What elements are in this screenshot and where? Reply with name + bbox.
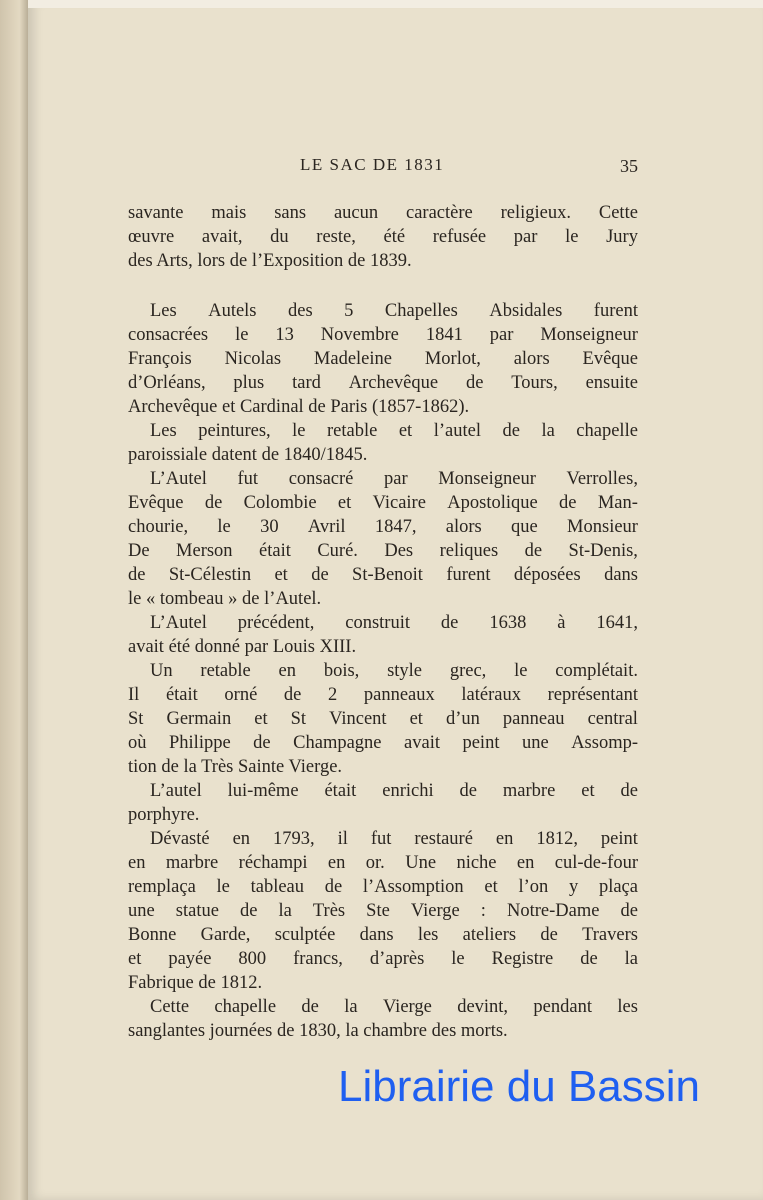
word: chapelle: [214, 997, 277, 1017]
word: par: [513, 227, 538, 247]
text-line: [128, 469, 638, 490]
text-line: [128, 421, 638, 442]
text-line: [128, 709, 638, 730]
word: central: [587, 709, 638, 729]
word: de: [580, 949, 598, 969]
word: plaça: [598, 877, 638, 897]
word: marbre: [502, 781, 556, 801]
word: Madeleine: [313, 349, 392, 369]
text-line: Archevêque et Cardinal de Paris (1857-1862).: [128, 397, 470, 417]
word: peint: [600, 829, 638, 849]
word: or.: [365, 853, 385, 873]
word: et: [274, 565, 288, 585]
text-line: [128, 781, 638, 802]
word: Garde,: [200, 925, 251, 945]
text-line: [128, 661, 638, 682]
word: plus: [233, 373, 265, 393]
text-line: [128, 373, 638, 394]
word: en: [232, 829, 251, 849]
word: Cette: [150, 997, 190, 1017]
word: restauré: [414, 829, 473, 849]
word: et: [581, 781, 595, 801]
word: panneaux: [363, 685, 435, 705]
word: dans: [604, 565, 638, 585]
word: alors: [445, 517, 482, 537]
word: 1793,: [273, 829, 315, 849]
word: L’autel: [150, 781, 202, 801]
word: Morlot,: [424, 349, 481, 369]
word: du: [270, 227, 289, 247]
word: œuvre: [128, 227, 175, 247]
text-line: [128, 925, 638, 946]
word: de: [128, 565, 146, 585]
text-line: [128, 203, 638, 224]
word: francs,: [293, 949, 343, 969]
word: en: [516, 853, 535, 873]
word: 1847,: [374, 517, 417, 537]
text-line: [128, 493, 638, 514]
word: construit: [345, 613, 410, 633]
word: le: [514, 661, 528, 681]
text-line: [128, 733, 638, 754]
word: enrichi: [382, 781, 434, 801]
text-line: avait été donné par Louis XIII.: [128, 637, 357, 657]
word: Travers: [582, 925, 638, 945]
word: St-Benoit: [352, 565, 423, 585]
word: en: [327, 853, 346, 873]
word: devint,: [457, 997, 509, 1017]
word: 5: [344, 301, 354, 321]
word: de: [540, 925, 558, 945]
word: il: [337, 829, 348, 849]
text-line: le « tombeau » de l’Autel.: [128, 589, 322, 609]
text-line: tion de la Très Sainte Vierge.: [128, 757, 343, 777]
text-line: [128, 227, 638, 248]
text-line: [128, 685, 638, 706]
word: savante: [128, 203, 184, 223]
word: d’Orléans,: [128, 373, 206, 393]
word: Nicolas: [224, 349, 282, 369]
word: de: [204, 493, 223, 513]
word: dans: [359, 925, 394, 945]
word: ateliers: [462, 925, 517, 945]
text-line: Fabrique de 1812.: [128, 973, 263, 993]
word: le: [217, 517, 231, 537]
word: St: [290, 709, 307, 729]
word: réchampi: [238, 853, 308, 873]
word: St: [128, 709, 144, 729]
word: consacré: [288, 469, 354, 489]
word: caractère: [406, 203, 473, 223]
word: Une: [405, 853, 437, 873]
word: Novembre: [320, 325, 399, 345]
text-line: [128, 541, 638, 562]
text-line: des Arts, lors de l’Exposition de 1839.: [128, 251, 412, 271]
word: tableau: [250, 877, 305, 897]
word: statue: [175, 901, 219, 921]
word: Avril: [307, 517, 346, 537]
word: de: [524, 541, 543, 561]
word: de: [502, 421, 520, 441]
word: de: [311, 565, 329, 585]
word: Evêque: [128, 493, 184, 513]
word: par: [384, 469, 408, 489]
word: consacrées: [128, 325, 209, 345]
word: grec,: [449, 661, 487, 681]
word: 1641,: [596, 613, 638, 633]
word: Colombie: [243, 493, 317, 513]
word: refusée: [432, 227, 487, 247]
word: où: [128, 733, 147, 753]
word: de: [620, 901, 638, 921]
word: l’Assomption: [362, 877, 464, 897]
word: Absidales: [489, 301, 563, 321]
word: la: [624, 949, 638, 969]
word: déposées: [513, 565, 581, 585]
word: Registre: [491, 949, 554, 969]
word: de: [253, 733, 271, 753]
word: orné: [224, 685, 258, 705]
word: furent: [446, 565, 491, 585]
word: en: [128, 853, 146, 873]
word: Evêque: [582, 349, 638, 369]
word: Jury: [606, 227, 638, 247]
word: Chapelles: [384, 301, 458, 321]
word: latéraux: [461, 685, 521, 705]
word: fut: [237, 469, 259, 489]
word: peint: [462, 733, 500, 753]
word: et: [398, 421, 413, 441]
word: St-Denis,: [568, 541, 638, 561]
word: la: [278, 901, 292, 921]
word: retable: [200, 661, 251, 681]
word: 30: [260, 517, 279, 537]
word: de: [283, 685, 302, 705]
word: Apostolique: [447, 493, 538, 513]
word: une: [128, 901, 155, 921]
text-line: paroissiale datent de 1840/1845.: [128, 445, 368, 465]
word: le: [292, 421, 306, 441]
word: représentant: [547, 685, 638, 705]
word: une: [521, 733, 549, 753]
word: Vierge: [382, 997, 432, 1017]
word: pendant: [533, 997, 592, 1017]
word: furent: [593, 301, 638, 321]
word: d’après: [369, 949, 425, 969]
word: tard: [292, 373, 321, 393]
word: aucun: [333, 203, 379, 223]
word: St-Célestin: [168, 565, 252, 585]
word: la: [344, 997, 358, 1017]
word: des: [288, 301, 313, 321]
word: les: [617, 997, 638, 1017]
text-line: sanglantes journées de 1830, la chambre des morts.: [128, 1021, 508, 1041]
text-line: [128, 349, 638, 370]
word: Notre-Dame: [506, 901, 600, 921]
word: sans: [274, 203, 307, 223]
word: 2: [328, 685, 338, 705]
word: Vincent: [329, 709, 387, 729]
word: Monseigneur: [438, 469, 536, 489]
text-line: [128, 517, 638, 538]
word: de: [559, 493, 577, 513]
word: Ste: [366, 901, 390, 921]
word: été: [383, 227, 406, 247]
facing-page-edge: [0, 0, 28, 1200]
word: 13: [275, 325, 294, 345]
word: par: [489, 325, 514, 345]
word: y: [568, 877, 579, 897]
word: chapelle: [576, 421, 638, 441]
word: Un: [150, 661, 173, 681]
word: :: [480, 901, 486, 921]
word: et: [128, 949, 142, 969]
word: Verrolles,: [566, 469, 638, 489]
word: retable: [327, 421, 378, 441]
word: était: [165, 685, 198, 705]
text-line: [128, 829, 638, 850]
text-line: [128, 325, 638, 346]
word: Archevêque: [348, 373, 439, 393]
word: les: [417, 925, 439, 945]
word: religieux.: [500, 203, 571, 223]
word: le: [451, 949, 465, 969]
word: Autels: [208, 301, 257, 321]
word: mais: [211, 203, 247, 223]
word: Monseigneur: [540, 325, 638, 345]
word: Champagne: [293, 733, 382, 753]
page-top-edge: [28, 0, 763, 8]
word: était: [259, 541, 291, 561]
word: Philippe: [169, 733, 231, 753]
page-number: 35: [620, 156, 638, 176]
text-line: [128, 853, 638, 874]
word: 1841: [425, 325, 463, 345]
word: Tours,: [511, 373, 558, 393]
word: chourie,: [128, 517, 189, 537]
word: de: [620, 781, 638, 801]
word: Curé.: [317, 541, 358, 561]
word: remplaça: [128, 877, 196, 897]
word: de: [459, 781, 477, 801]
word: complétait.: [555, 661, 638, 681]
word: peintures,: [198, 421, 271, 441]
word: Merson: [176, 541, 233, 561]
word: Monsieur: [567, 517, 638, 537]
word: niche: [456, 853, 497, 873]
word: L’Autel: [150, 613, 207, 633]
word: en: [495, 829, 514, 849]
word: reliques: [439, 541, 499, 561]
text-line: [128, 877, 638, 898]
text-line: [128, 997, 638, 1018]
word: 1812,: [536, 829, 578, 849]
word: et: [484, 877, 498, 897]
word: Dévasté: [150, 829, 210, 849]
word: de: [324, 877, 343, 897]
word: Des: [384, 541, 414, 561]
word: Assomp-: [571, 733, 638, 753]
text-line: [128, 301, 638, 322]
running-header: LE SAC DE 1831: [300, 155, 445, 174]
word: 800: [238, 949, 267, 969]
word: Man-: [597, 493, 638, 513]
word: la: [541, 421, 555, 441]
word: bois,: [323, 661, 360, 681]
watermark: Librairie du Bassin: [338, 1062, 700, 1111]
word: L’Autel: [150, 469, 207, 489]
word: fut: [370, 829, 392, 849]
word: l’autel: [433, 421, 481, 441]
word: payée: [168, 949, 212, 969]
word: d’un: [445, 709, 480, 729]
word: avait,: [201, 227, 243, 247]
word: le: [216, 877, 230, 897]
word: alors: [513, 349, 550, 369]
word: de: [301, 997, 319, 1017]
text-line: [128, 565, 638, 586]
word: lui-même: [227, 781, 299, 801]
word: Les: [150, 301, 177, 321]
word: ensuite: [585, 373, 638, 393]
word: Vierge: [410, 901, 460, 921]
word: reste,: [316, 227, 356, 247]
word: et: [409, 709, 423, 729]
word: Germain: [166, 709, 232, 729]
word: que: [511, 517, 538, 537]
word: à: [557, 613, 566, 633]
text-line: [128, 949, 638, 970]
word: François: [128, 349, 192, 369]
word: panneau: [502, 709, 565, 729]
word: et: [254, 709, 268, 729]
text-line: porphyre.: [128, 805, 200, 825]
word: était: [324, 781, 357, 801]
word: de: [440, 613, 459, 633]
word: De: [128, 541, 150, 561]
text-line: [128, 613, 638, 634]
word: Il: [128, 685, 140, 705]
word: Très: [312, 901, 346, 921]
word: en: [278, 661, 297, 681]
word: et: [337, 493, 352, 513]
word: Cette: [598, 203, 638, 223]
word: marbre: [165, 853, 219, 873]
word: le: [565, 227, 579, 247]
word: l’on: [518, 877, 549, 897]
word: de: [239, 901, 258, 921]
word: précédent,: [237, 613, 315, 633]
word: le: [235, 325, 249, 345]
word: Vicaire: [372, 493, 426, 513]
word: 1638: [489, 613, 527, 633]
word: style: [387, 661, 423, 681]
word: de: [465, 373, 484, 393]
word: avait: [404, 733, 440, 753]
text-line: [128, 901, 638, 922]
word: sculptée: [274, 925, 336, 945]
word: Bonne: [128, 925, 177, 945]
word: Les: [150, 421, 177, 441]
word: cul-de-four: [554, 853, 638, 873]
